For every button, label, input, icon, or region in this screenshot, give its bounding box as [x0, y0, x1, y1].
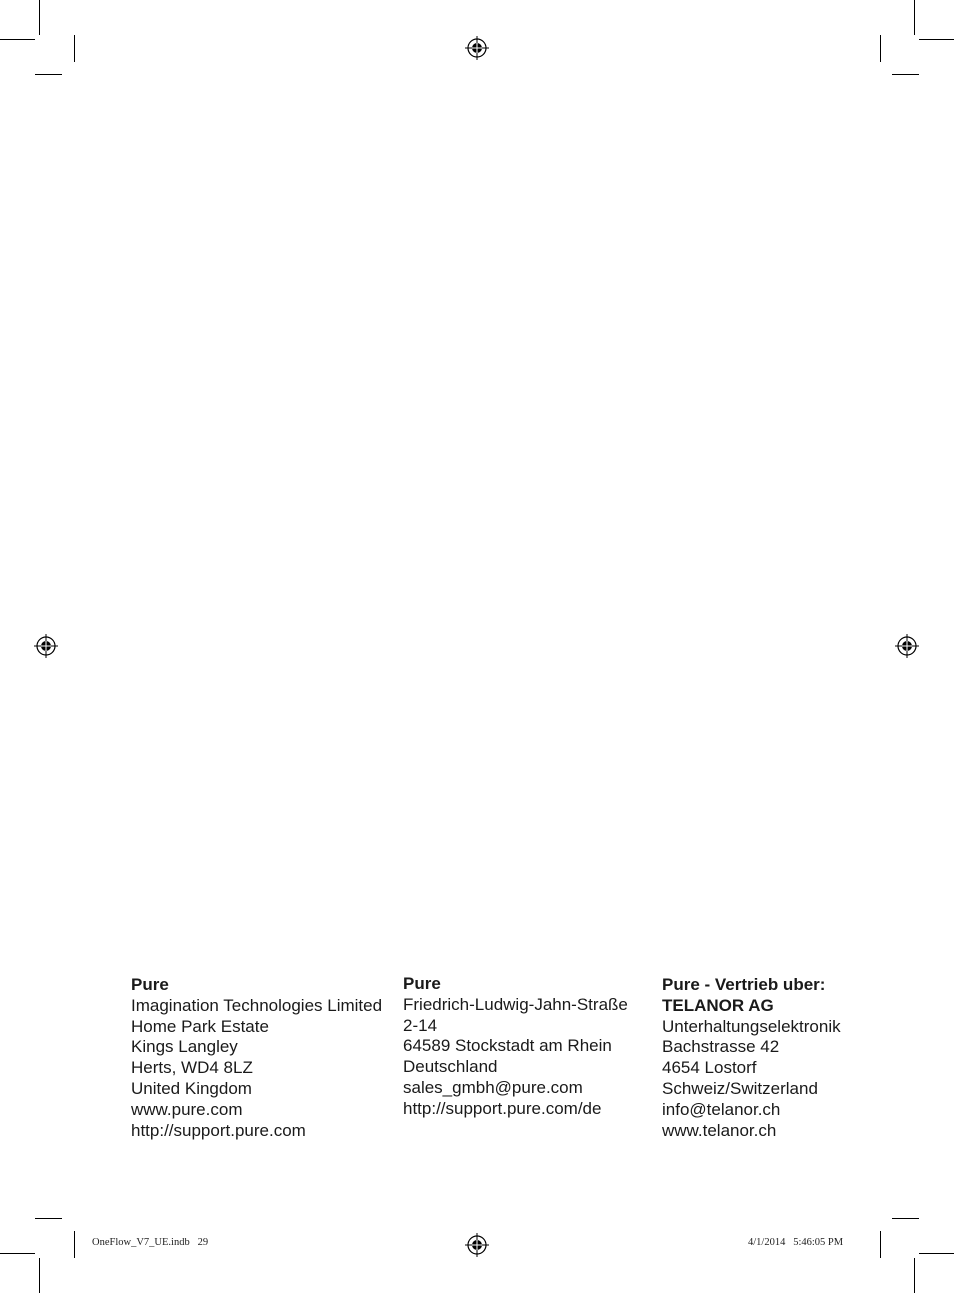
crop-mark [919, 1253, 954, 1254]
crop-mark [0, 1253, 35, 1254]
country: Deutschland [403, 1057, 498, 1077]
crop-mark [39, 0, 40, 35]
company-name: TELANOR AG [662, 995, 774, 1015]
registration-mark-icon [465, 36, 489, 60]
address-line: Herts, WD4 8LZ [131, 1058, 253, 1078]
crop-mark [919, 39, 954, 40]
address-line: 2-14 [403, 1015, 438, 1035]
crop-mark [892, 1218, 919, 1219]
slug-file-info: OneFlow_V7_UE.indb 29 [92, 1237, 209, 1248]
support-link[interactable]: http://support.pure.com [131, 1120, 306, 1140]
company-legal-name: Imagination Technologies Limited [131, 995, 383, 1015]
crop-mark [914, 0, 915, 35]
registration-mark-icon [34, 634, 58, 658]
crop-mark [74, 1231, 75, 1258]
crop-mark [0, 39, 35, 40]
address-line: Unterhaltungselektronik [662, 1016, 841, 1036]
website-link[interactable]: www.telanor.ch [662, 1120, 777, 1140]
email-link[interactable]: sales_gmbh@pure.com [403, 1077, 583, 1097]
country: Schweiz/Switzerland [662, 1078, 818, 1098]
crop-mark [35, 1218, 62, 1219]
slug-datetime: 4/1/2014 5:46:05 PM [748, 1237, 844, 1248]
crop-mark [880, 1231, 881, 1258]
email-link[interactable]: info@telanor.ch [662, 1099, 781, 1119]
registration-mark-icon [465, 1233, 489, 1257]
company-name: Pure [131, 975, 169, 994]
distributor-heading: Pure - Vertrieb uber: [662, 975, 826, 994]
address-block-uk [131, 975, 382, 1141]
crop-mark [892, 74, 919, 75]
address-block-de [403, 974, 628, 1120]
address-line: 64589 Stockstadt am Rhein [403, 1036, 612, 1056]
address-line: Bachstrasse 42 [662, 1037, 780, 1057]
address-block-ch [662, 975, 841, 1141]
crop-mark [880, 35, 881, 62]
crop-mark [35, 74, 62, 75]
crop-mark [74, 35, 75, 62]
company-name: Pure [403, 974, 441, 993]
country: United Kingdom [131, 1078, 252, 1098]
crop-mark [914, 1258, 915, 1293]
crop-mark [39, 1258, 40, 1293]
support-link[interactable]: http://support.pure.com/de [403, 1098, 602, 1118]
address-line: Home Park Estate [131, 1016, 269, 1036]
address-line: Friedrich-Ludwig-Jahn-Straße [403, 994, 628, 1014]
address-line: Kings Langley [131, 1037, 238, 1057]
address-line: 4654 Lostorf [662, 1058, 757, 1078]
registration-mark-icon [895, 634, 919, 658]
website-link[interactable]: www.pure.com [131, 1099, 243, 1119]
